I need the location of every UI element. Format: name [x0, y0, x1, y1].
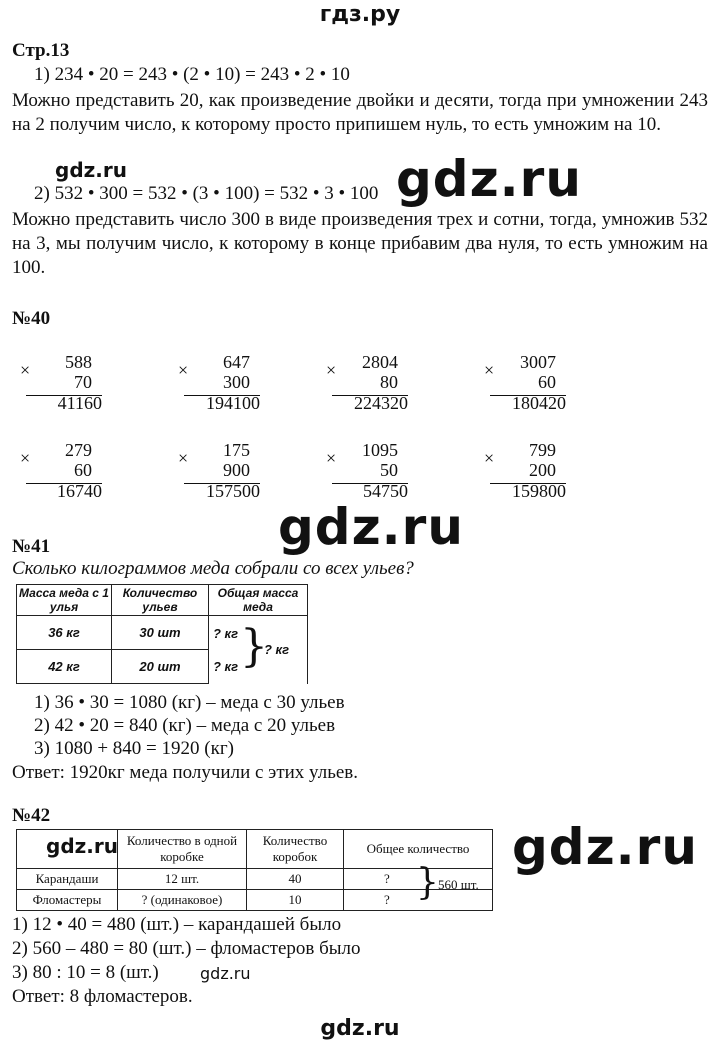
watermark-large: gdz.ru: [396, 150, 582, 208]
multiplicand: 588: [65, 352, 92, 372]
multiplicand: 2804: [362, 352, 398, 372]
multiplication-7: [326, 440, 408, 502]
multiplier: 60: [74, 460, 92, 480]
product: 16740: [57, 481, 102, 501]
cell-box-count: 10: [247, 890, 344, 911]
solution-42-step-2: 2) 560 – 480 = 80 (шт.) – фломастеров было: [12, 938, 361, 959]
multiplicand: 799: [529, 440, 556, 460]
equation-2: 2) 532 • 300 = 532 • (3 • 100) = 532 • 3 • 100: [34, 183, 379, 204]
solution-41-step-2: 2) 42 • 20 = 840 (кг) – меда с 20 ульев: [34, 715, 336, 736]
multiplicand: 3007: [520, 352, 556, 372]
brace-icon: }: [416, 862, 439, 903]
site-header: гдз.ру: [319, 2, 401, 27]
multiplicand: 279: [65, 440, 92, 460]
watermark-small: gdz.ru: [46, 834, 118, 858]
product: 54750: [363, 481, 408, 501]
product: 224320: [354, 393, 408, 413]
header-per-box: Количество в одной коробке: [118, 830, 247, 869]
product: 180420: [512, 393, 566, 413]
times-sign: ×: [326, 360, 337, 380]
multiplier: 900: [223, 460, 250, 480]
times-sign: ×: [326, 448, 337, 468]
task-40-title: №40: [12, 308, 51, 329]
cell-item: Карандаши: [17, 869, 118, 890]
watermark-small: gdz.ru: [200, 964, 251, 983]
answer-41: Ответ: 1920кг меда получили с этих ульев.: [12, 762, 359, 783]
multiplicand: 175: [223, 440, 250, 460]
times-sign: ×: [178, 360, 189, 380]
cell-item: Фломастеры: [17, 890, 118, 911]
brace-icon: }: [240, 621, 268, 672]
header-mass-per-hive: Масса меда с 1 улья: [17, 585, 112, 616]
product: 41160: [57, 393, 102, 413]
total-honey: ? кг: [264, 642, 290, 657]
watermark-small: gdz.ru: [55, 158, 127, 182]
watermark-large: gdz.ru: [512, 818, 698, 876]
solution-41-step-1: 1) 36 • 30 = 1080 (кг) – меда с 30 ульев: [34, 692, 345, 713]
times-sign: ×: [178, 448, 189, 468]
multiplication-8: [484, 440, 566, 502]
watermark-large: gdz.ru: [278, 498, 464, 556]
total-items: 560 шт.: [438, 877, 479, 892]
page-reference: Стр.13: [12, 40, 70, 61]
product: 159800: [512, 481, 566, 501]
multiplier: 70: [74, 372, 92, 392]
answer-42: Ответ: 8 фломастеров.: [12, 986, 193, 1007]
solution-41-step-3: 3) 1080 + 840 = 1920 (кг): [34, 738, 234, 759]
cell-per-box: ? (одинаковое): [118, 890, 247, 911]
multiplier: 300: [223, 372, 250, 392]
multiplier: 60: [538, 372, 556, 392]
multiplication-2: [178, 352, 260, 414]
total-row-1: ? кг: [213, 625, 239, 641]
site-footer: gdz.ru: [320, 1016, 400, 1041]
times-sign: ×: [20, 448, 31, 468]
task-41-title: №41: [12, 536, 51, 557]
multiplier: 80: [380, 372, 398, 392]
header-total-mass: Общая масса меда: [209, 585, 308, 616]
times-sign: ×: [484, 360, 495, 380]
total-row-2: ? кг: [213, 658, 239, 674]
equation-1: 1) 234 • 20 = 243 • (2 • 10) = 243 • 2 • 10: [34, 64, 350, 85]
cell-per-box: 12 шт.: [118, 869, 247, 890]
cell-mass: 36 кг: [17, 616, 112, 650]
multiplier: 200: [529, 460, 556, 480]
task-42-title: №42: [12, 805, 51, 826]
cell-mass: 42 кг: [17, 650, 112, 684]
product: 194100: [206, 393, 260, 413]
header-box-count: Количество коробок: [247, 830, 344, 869]
times-sign: ×: [20, 360, 31, 380]
multiplication-3: [326, 352, 408, 414]
multiplication-4: [484, 352, 566, 414]
multiplication-5: [20, 440, 102, 502]
product: 157500: [206, 481, 260, 501]
multiplicand: 647: [223, 352, 250, 372]
explanation-1: Можно представить 20, как произведение двойки и десяти, тогда при умножении 243 на 2 получим число, к которому просто припишем нуль, то есть умножим на 10.: [12, 90, 708, 135]
cell-box-count: 40: [247, 869, 344, 890]
cell-count: 30 шт: [112, 616, 209, 650]
cell-count: 20 шт: [112, 650, 209, 684]
header-hive-count: Количество ульев: [112, 585, 209, 616]
multiplication-6: [178, 440, 260, 502]
multiplication-1: [20, 352, 102, 414]
multiplicand: 1095: [362, 440, 398, 460]
solution-42-step-1: 1) 12 • 40 = 480 (шт.) – карандашей было: [12, 914, 342, 935]
header-total: Общее количество: [344, 830, 493, 869]
times-sign: ×: [484, 448, 495, 468]
cell-total: ?: [344, 869, 493, 890]
multiplier: 50: [380, 460, 398, 480]
explanation-2: Можно представить число 300 в виде произведения трех и сотни, тогда, умножив 532 на 3, мы получим число, к которому в конце прибавим два нуля, то есть умножим на 100.: [12, 209, 708, 278]
solution-42-step-3: 3) 80 : 10 = 8 (шт.): [12, 962, 159, 983]
task-41-question: Сколько килограммов меда собрали со всех ульев?: [12, 558, 414, 579]
cell-total: ?: [344, 890, 493, 911]
